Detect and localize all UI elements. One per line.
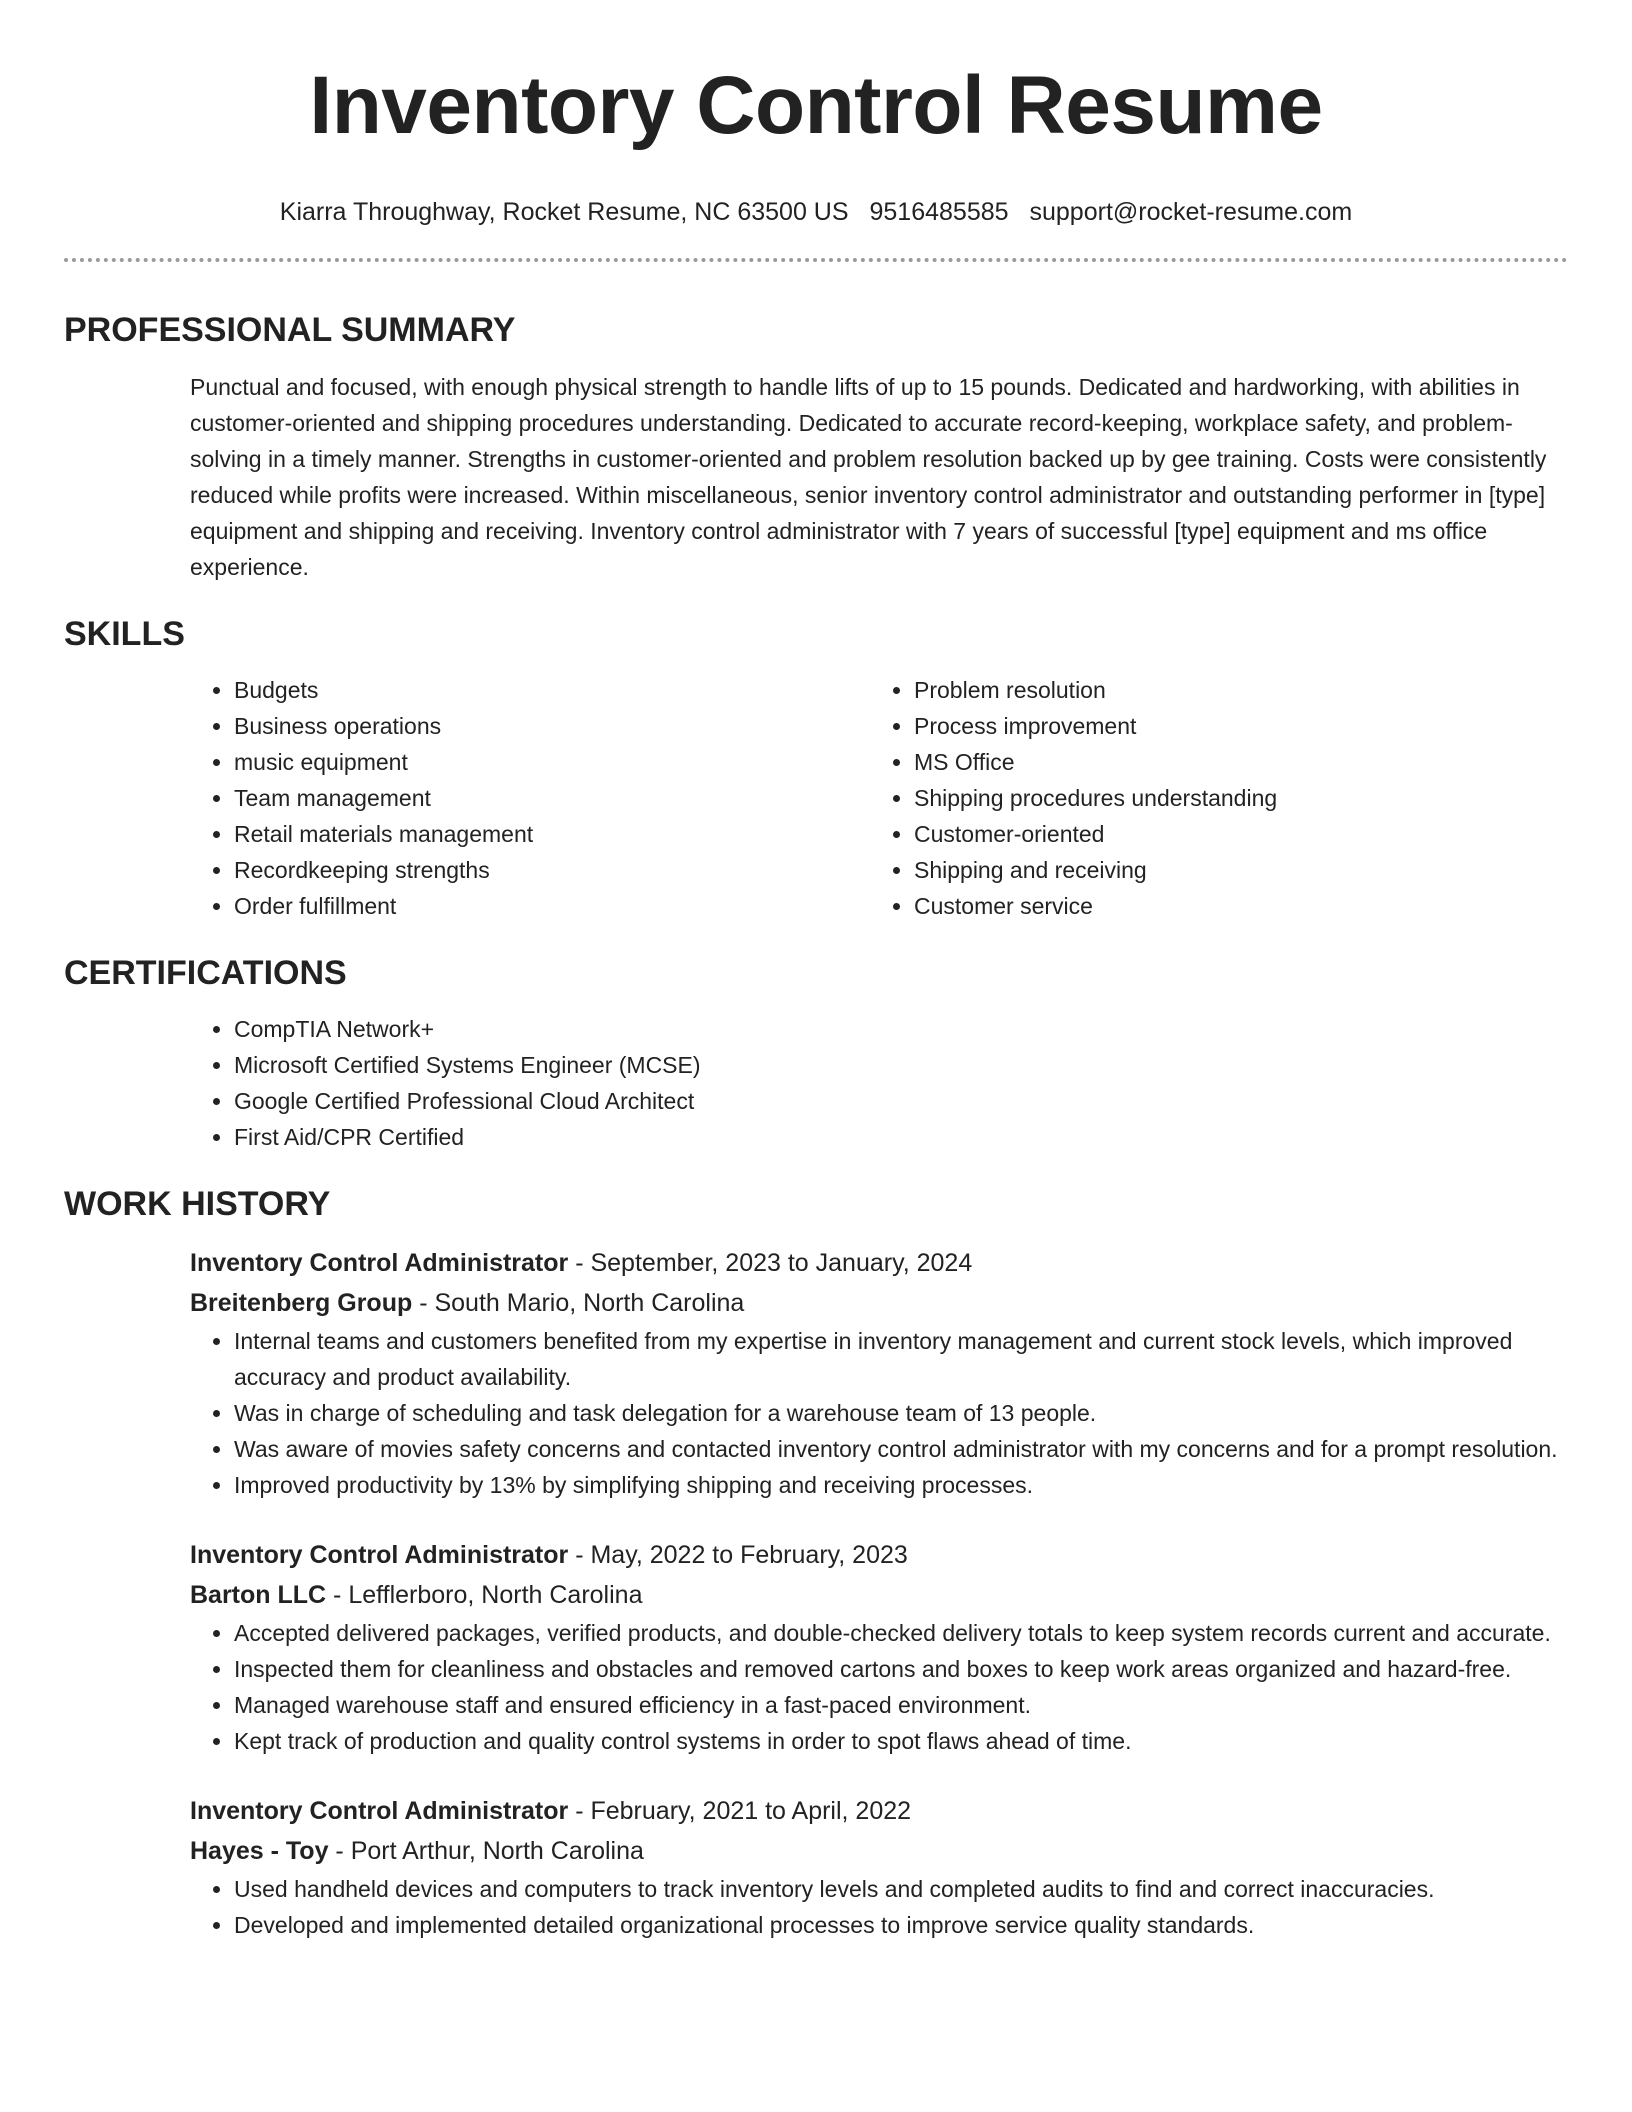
- summary-text: Punctual and focused, with enough physical strength to handle lifts of up to 15 pounds. Dedicated and hardworking, with abilities in customer-oriented and shipping procedures understanding. Dedicated to accurate record-keeping, workplace safety, and problem-solving in a timely manner. Strengths in customer-oriented and problem resolution backed up by gee training. Costs were consistently reduced while profits were increased. Within miscellaneous, senior inventory control administrator and outstanding performer in [type] equipment and shipping and receiving. Inventory control administrator with 7 years of successful [type] equipment and ms office experience.: [190, 374, 1547, 580]
- skills-columns: [190, 672, 1568, 924]
- job-bullet-list: [190, 1615, 1568, 1759]
- job-bullet: • Accepted delivered packages, verified products, and double-checked delivery totals to keep system records current and accurate.: [234, 1615, 1568, 1651]
- job-bullet: • Managed warehouse staff and ensured efficiency in a fast-paced environment.: [234, 1687, 1568, 1723]
- skill-item: • Shipping procedures understanding: [914, 780, 1550, 816]
- skill-item: • Recordkeeping strengths: [234, 852, 870, 888]
- skills-heading: SKILLS: [64, 615, 185, 653]
- skill-item: • Shipping and receiving: [914, 852, 1550, 888]
- certifications-block: [190, 1011, 1568, 1155]
- job-bullet: • Kept track of production and quality control systems in order to spot flaws ahead of time.: [234, 1723, 1568, 1759]
- job-entry: [190, 1243, 1568, 1503]
- job-bullet: • Improved productivity by 13% by simplifying shipping and receiving processes.: [234, 1467, 1568, 1503]
- job-bullet-list: [190, 1323, 1568, 1503]
- job-title-line: [190, 1791, 1568, 1831]
- certification-item: • Microsoft Certified Systems Engineer (MCSE): [234, 1047, 1568, 1083]
- skill-item: • Process improvement: [914, 708, 1550, 744]
- job-entry: [190, 1535, 1568, 1759]
- job-bullet-list: [190, 1871, 1568, 1943]
- skills-list-left: [190, 672, 870, 924]
- job-bullet: • Inspected them for cleanliness and obstacles and removed cartons and boxes to keep work areas organized and hazard-free.: [234, 1651, 1568, 1687]
- job-dates: - May, 2022 to February, 2023: [568, 1541, 908, 1569]
- certification-item: • CompTIA Network+: [234, 1011, 1568, 1047]
- contact-line: [64, 196, 1568, 228]
- job-company: Hayes - Toy: [190, 1837, 329, 1865]
- skills-column-left: [190, 672, 870, 924]
- job-company-line: [190, 1575, 1568, 1615]
- certification-item: • Google Certified Professional Cloud Architect: [234, 1083, 1568, 1119]
- job-company-line: [190, 1283, 1568, 1323]
- contact-phone: 9516485585: [869, 198, 1009, 226]
- skill-item: • Team management: [234, 780, 870, 816]
- job-title: Inventory Control Administrator: [190, 1541, 569, 1569]
- job-dates: - February, 2021 to April, 2022: [568, 1797, 912, 1825]
- job-location: - South Mario, North Carolina: [412, 1289, 745, 1317]
- job-company: Barton LLC: [190, 1581, 327, 1609]
- summary-heading: PROFESSIONAL SUMMARY: [64, 311, 516, 349]
- contact-address: Kiarra Throughway, Rocket Resume, NC 63500 US: [279, 198, 849, 226]
- resume-page: [64, 0, 1568, 1943]
- job-bullet: • Was in charge of scheduling and task delegation for a warehouse team of 13 people.: [234, 1395, 1568, 1431]
- job-title-line: [190, 1535, 1568, 1575]
- job-title: Inventory Control Administrator: [190, 1797, 569, 1825]
- job-location: - Lefflerboro, North Carolina: [326, 1581, 643, 1609]
- skill-item: • Customer service: [914, 888, 1550, 924]
- job-company-line: [190, 1831, 1568, 1871]
- certifications-list: [190, 1011, 1568, 1155]
- job-bullet: • Developed and implemented detailed organizational processes to improve service quality standards.: [234, 1907, 1568, 1943]
- skill-item: • Budgets: [234, 672, 870, 708]
- job-title: Inventory Control Administrator: [190, 1249, 569, 1277]
- resume-title: Inventory Control Resume: [309, 60, 1323, 151]
- job-title-line: [190, 1243, 1568, 1283]
- job-entry: [190, 1791, 1568, 1943]
- job-bullet: • Used handheld devices and computers to track inventory levels and completed audits to find and correct inaccuracies.: [234, 1871, 1568, 1907]
- skill-item: • Problem resolution: [914, 672, 1550, 708]
- skill-item: • Business operations: [234, 708, 870, 744]
- work-history-heading: WORK HISTORY: [64, 1185, 331, 1223]
- contact-email: support@rocket-resume.com: [1029, 198, 1353, 226]
- job-location: - Port Arthur, North Carolina: [328, 1837, 644, 1865]
- skill-item: • Customer-oriented: [914, 816, 1550, 852]
- skill-item: • Retail materials management: [234, 816, 870, 852]
- job-dates: - September, 2023 to January, 2024: [568, 1249, 973, 1277]
- skill-item: • music equipment: [234, 744, 870, 780]
- job-company: Breitenberg Group: [190, 1289, 413, 1317]
- header-divider: [64, 258, 1568, 262]
- skill-item: • Order fulfillment: [234, 888, 870, 924]
- job-bullet: • Internal teams and customers benefited from my expertise in inventory management and current stock levels, which improved accuracy and product availability.: [234, 1323, 1568, 1395]
- certifications-heading: CERTIFICATIONS: [64, 954, 347, 992]
- certification-item: • First Aid/CPR Certified: [234, 1119, 1568, 1155]
- skills-column-right: [870, 672, 1550, 924]
- job-bullet: • Was aware of movies safety concerns and contacted inventory control administrator with my concerns and for a prompt resolution.: [234, 1431, 1568, 1467]
- skills-list-right: [870, 672, 1550, 924]
- skill-item: • MS Office: [914, 744, 1550, 780]
